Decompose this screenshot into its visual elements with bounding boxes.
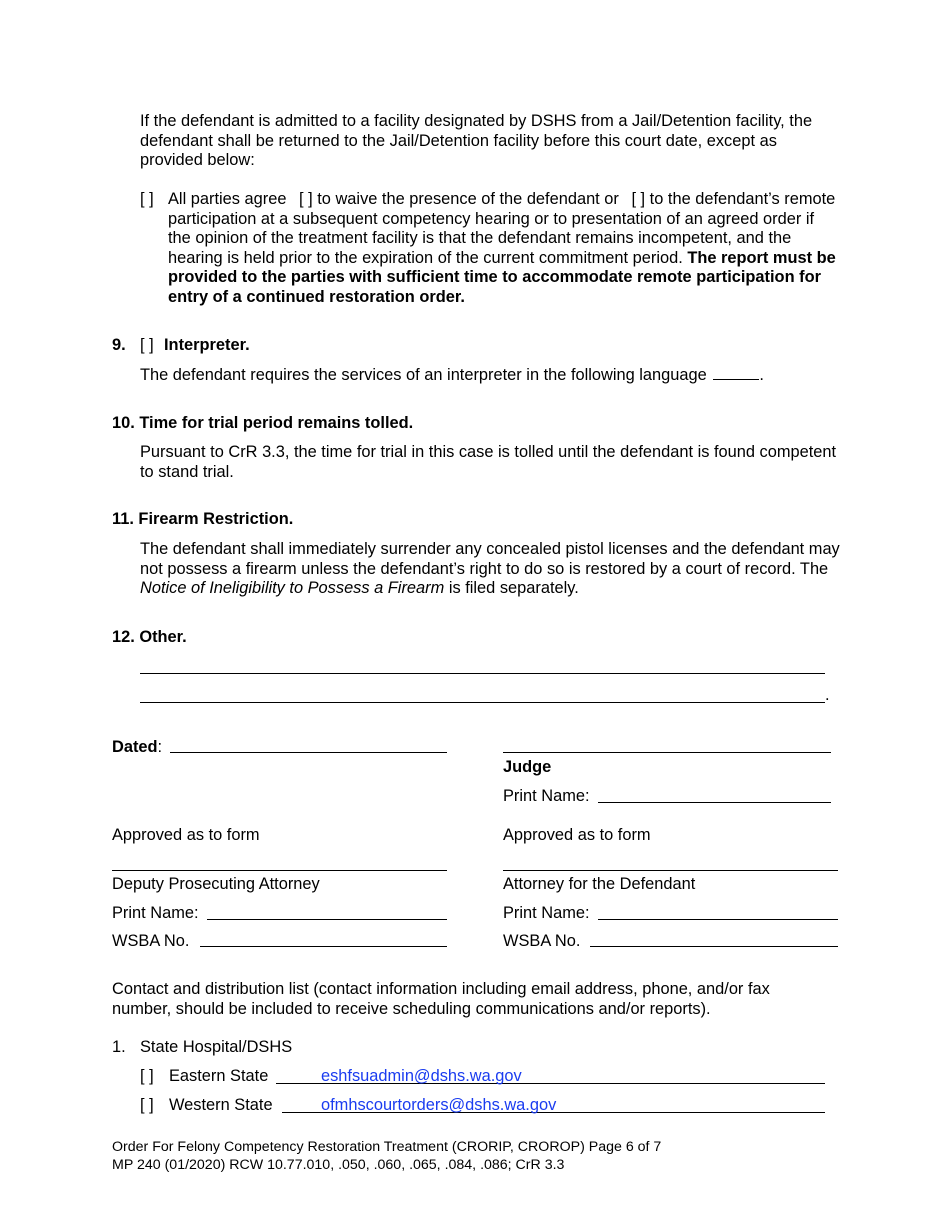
dated-colon: : bbox=[157, 738, 163, 756]
agree-text-c: to the defendant’s remote participation at a subsequent competency hearing or to presentation of an agreed order if the opinion of the treatment facility is that the defendant remains incompetent, and the hearing is held prior to the expiration of the current commitment period. bbox=[168, 190, 836, 267]
western-checkbox[interactable]: [ ] bbox=[140, 1096, 154, 1114]
defense-print-name-label: Print Name: bbox=[503, 904, 590, 922]
dated-label-row bbox=[112, 738, 162, 758]
interpreter-end: . bbox=[759, 366, 764, 384]
contact-item-number: 1. bbox=[112, 1038, 126, 1056]
section-9-number: 9. bbox=[112, 336, 126, 354]
approved-left: Approved as to form bbox=[112, 826, 260, 844]
dated-field[interactable] bbox=[170, 752, 447, 753]
prosecutor-signature-line[interactable] bbox=[112, 870, 447, 871]
western-label: Western State bbox=[169, 1096, 273, 1114]
prosecutor-print-name-label: Print Name: bbox=[112, 904, 199, 922]
contact-intro: Contact and distribution list (contact information including email address, phone, and/or fax number, should be included to receive scheduling communications and/or reports). bbox=[112, 980, 770, 1018]
agree-text-a: All parties agree bbox=[168, 190, 287, 208]
interpreter-text: The defendant requires the services of an interpreter in the following language bbox=[140, 366, 707, 384]
other-line-2[interactable] bbox=[140, 702, 825, 703]
defense-wsba-field[interactable] bbox=[590, 946, 838, 947]
section-10-body: Pursuant to CrR 3.3, the time for trial in this case is tolled until the defendant is found competent to stand trial. bbox=[140, 443, 837, 481]
eastern-email-link[interactable]: eshfsuadmin@dshs.wa.gov bbox=[321, 1067, 522, 1085]
other-line-1[interactable] bbox=[140, 673, 825, 674]
deputy-prosecutor-label: Deputy Prosecuting Attorney bbox=[112, 875, 320, 893]
eastern-checkbox[interactable]: [ ] bbox=[140, 1067, 154, 1085]
defense-wsba-label: WSBA No. bbox=[503, 932, 581, 950]
approved-right: Approved as to form bbox=[503, 826, 651, 844]
section-11-title: 11. Firearm Restriction. bbox=[112, 510, 294, 528]
other-end-period: . bbox=[825, 686, 830, 704]
intro-paragraph: If the defendant is admitted to a facility designated by DSHS from a Jail/Detention facility, the defendant shall be returned to the Jail/Detention facility before this court date, except as provided below: bbox=[140, 112, 813, 170]
waive-presence-checkbox[interactable]: [ ] bbox=[299, 190, 313, 208]
eastern-label: Eastern State bbox=[169, 1067, 269, 1085]
section-9-title: Interpreter. bbox=[164, 336, 250, 354]
defense-signature-line[interactable] bbox=[503, 870, 838, 871]
firearm-text-a: The defendant shall immediately surrender any concealed pistol licenses and the defendant may not possess a firearm unless the defendant’s right to do so is restored by a court of record. The bbox=[140, 540, 840, 578]
judge-signature-line[interactable] bbox=[503, 752, 831, 753]
firearm-text-b: is filed separately. bbox=[444, 579, 579, 598]
defense-print-name-field[interactable] bbox=[598, 919, 838, 920]
western-email-link[interactable]: ofmhscourtorders@dshs.wa.gov bbox=[321, 1096, 557, 1114]
interpreter-checkbox[interactable]: [ ] bbox=[140, 336, 154, 354]
agreement-paragraph bbox=[168, 190, 838, 308]
agree-checkbox[interactable]: [ ] bbox=[140, 190, 154, 208]
defense-attorney-label: Attorney for the Defendant bbox=[503, 875, 696, 893]
dated-label: Dated bbox=[112, 738, 158, 756]
prosecutor-wsba-field[interactable] bbox=[200, 946, 447, 947]
contact-item-label: State Hospital/DSHS bbox=[140, 1038, 293, 1056]
language-field[interactable] bbox=[713, 365, 759, 380]
section-11-body bbox=[140, 540, 840, 599]
remote-participation-checkbox[interactable]: [ ] bbox=[631, 190, 646, 208]
judge-print-name-label: Print Name: bbox=[503, 787, 590, 805]
agree-text-b: to waive the presence of the defendant or bbox=[317, 190, 619, 208]
prosecutor-wsba-label: WSBA No. bbox=[112, 932, 190, 950]
agree-bold-text: The report must be provided to the parties with sufficient time to accommodate remote participation for entry of a continued restoration order. bbox=[168, 248, 836, 306]
footer-line-2: MP 240 (01/2020) RCW 10.77.010, .050, .060, .065, .084, .086; CrR 3.3 bbox=[112, 1157, 565, 1173]
footer-line-1: Order For Felony Competency Restoration Treatment (CRORIP, CROROP) Page 6 of 7 bbox=[112, 1139, 662, 1155]
section-12-title: 12. Other. bbox=[112, 628, 187, 646]
prosecutor-print-name-field[interactable] bbox=[207, 919, 447, 920]
section-9-body bbox=[140, 365, 764, 386]
judge-print-name-field[interactable] bbox=[598, 802, 831, 803]
judge-label: Judge bbox=[503, 758, 552, 776]
section-10-title: 10. Time for trial period remains tolled. bbox=[112, 414, 414, 432]
firearm-notice-title: Notice of Ineligibility to Possess a Firearm bbox=[140, 579, 445, 598]
